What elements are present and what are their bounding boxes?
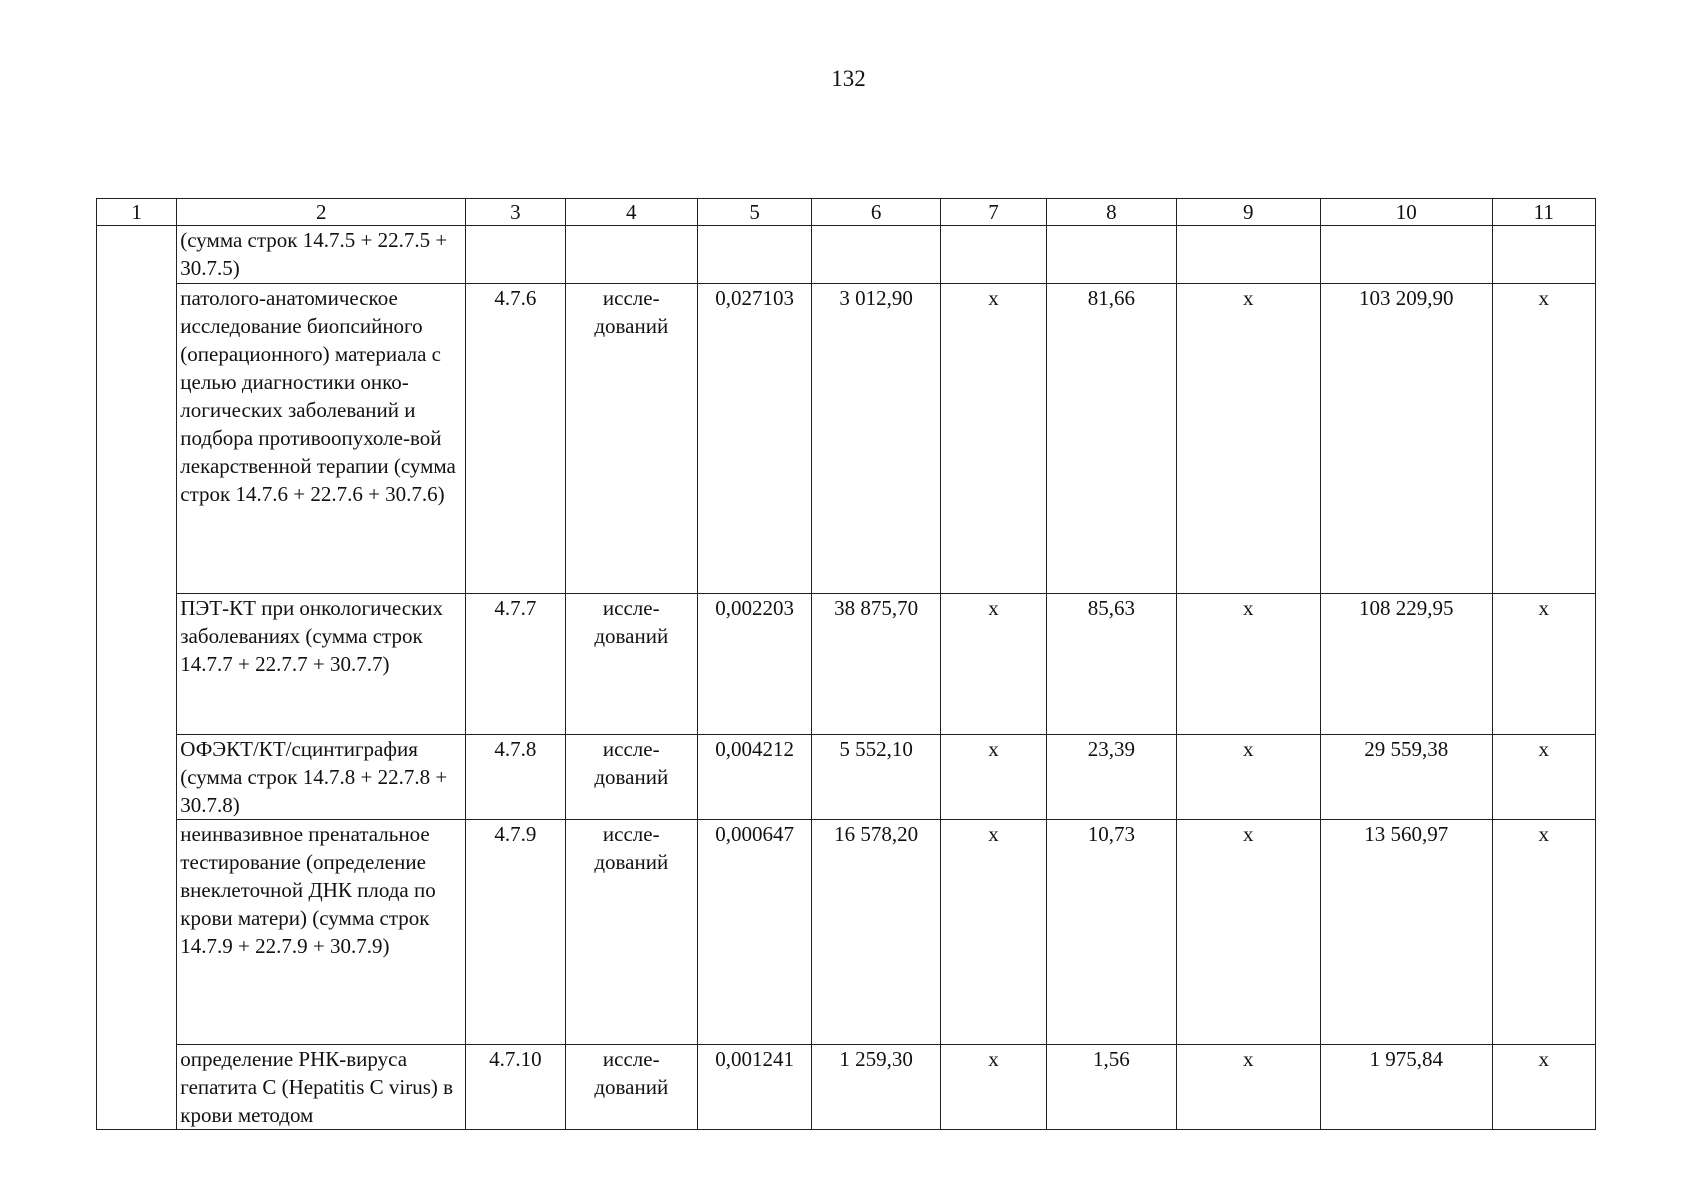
row-c7	[940, 226, 1046, 284]
row-name: ПЭТ-КТ при онкологических заболеваниях (сумма строк 14.7.7 + 22.7.7 + 30.7.7)	[177, 594, 466, 735]
data-table	[96, 198, 1596, 1130]
row-c5	[697, 226, 811, 284]
column-header: 7	[940, 199, 1046, 226]
row-unit: иссле-дований	[565, 820, 697, 1045]
row-c10: 103 209,90	[1321, 284, 1493, 594]
row-c11: х	[1492, 1045, 1595, 1130]
page-number: 132	[831, 66, 866, 91]
row-code	[466, 226, 565, 284]
column-header: 2	[177, 199, 466, 226]
table-row	[97, 735, 1596, 820]
row-code: 4.7.7	[466, 594, 565, 735]
column-1-merged-cell	[97, 226, 177, 1130]
row-name: неинвазивное пренатальное тестирование (определение внеклеточной ДНК плода по крови матери) (сумма строк 14.7.9 + 22.7.9 + 30.7.9)	[177, 820, 466, 1045]
row-code: 4.7.10	[466, 1045, 565, 1130]
row-c8	[1047, 226, 1176, 284]
row-c10: 108 229,95	[1321, 594, 1493, 735]
row-c11: х	[1492, 284, 1595, 594]
table-row	[97, 1045, 1596, 1130]
column-header: 1	[97, 199, 177, 226]
column-header: 6	[812, 199, 940, 226]
row-c5: 0,001241	[697, 1045, 811, 1130]
row-c6: 16 578,20	[812, 820, 940, 1045]
column-header: 4	[565, 199, 697, 226]
row-c9: х	[1176, 1045, 1320, 1130]
row-c10: 13 560,97	[1321, 820, 1493, 1045]
row-c8: 23,39	[1047, 735, 1176, 820]
row-c6: 5 552,10	[812, 735, 940, 820]
row-c11: х	[1492, 820, 1595, 1045]
row-c7: х	[940, 735, 1046, 820]
row-c10	[1321, 226, 1493, 284]
row-c6: 3 012,90	[812, 284, 940, 594]
row-c9: х	[1176, 820, 1320, 1045]
row-c8: 81,66	[1047, 284, 1176, 594]
row-c7: х	[940, 594, 1046, 735]
row-c5: 0,002203	[697, 594, 811, 735]
row-c11: х	[1492, 735, 1595, 820]
row-c10: 29 559,38	[1321, 735, 1493, 820]
row-code: 4.7.6	[466, 284, 565, 594]
column-header: 10	[1321, 199, 1493, 226]
row-code: 4.7.8	[466, 735, 565, 820]
row-name: патолого-анатомическое исследование биопсийного (операционного) материала с целью диагностики онко-логических заболеваний и подбора противоопухоле-вой лекарственной терапии (сумма строк 14.7.6 + 22.7.6 + 30.7.6)	[177, 284, 466, 594]
row-c5: 0,027103	[697, 284, 811, 594]
row-c8: 85,63	[1047, 594, 1176, 735]
row-c8: 1,56	[1047, 1045, 1176, 1130]
row-c9: х	[1176, 284, 1320, 594]
row-c7: х	[940, 284, 1046, 594]
column-header: 5	[697, 199, 811, 226]
row-unit: иссле-дований	[565, 1045, 697, 1130]
header-row	[97, 199, 1596, 226]
row-c7: х	[940, 1045, 1046, 1130]
row-unit: иссле-дований	[565, 284, 697, 594]
row-c9: х	[1176, 594, 1320, 735]
row-c8: 10,73	[1047, 820, 1176, 1045]
row-c10: 1 975,84	[1321, 1045, 1493, 1130]
row-name: (сумма строк 14.7.5 + 22.7.5 + 30.7.5)	[177, 226, 466, 284]
row-c6: 38 875,70	[812, 594, 940, 735]
row-c6	[812, 226, 940, 284]
table-row	[97, 594, 1596, 735]
row-name: определение РНК-вируса гепатита С (Hepatitis C virus) в крови методом	[177, 1045, 466, 1130]
row-unit	[565, 226, 697, 284]
column-header: 3	[466, 199, 565, 226]
row-c5: 0,004212	[697, 735, 811, 820]
row-c9: х	[1176, 735, 1320, 820]
column-header: 8	[1047, 199, 1176, 226]
row-unit: иссле-дований	[565, 594, 697, 735]
row-unit: иссле-дований	[565, 735, 697, 820]
column-header: 9	[1176, 199, 1320, 226]
column-header: 11	[1492, 199, 1595, 226]
row-c11	[1492, 226, 1595, 284]
row-c6: 1 259,30	[812, 1045, 940, 1130]
table-row	[97, 820, 1596, 1045]
row-c9	[1176, 226, 1320, 284]
row-name: ОФЭКТ/КТ/сцинтиграфия (сумма строк 14.7.8 + 22.7.8 + 30.7.8)	[177, 735, 466, 820]
table-row	[97, 284, 1596, 594]
row-c5: 0,000647	[697, 820, 811, 1045]
table-row	[97, 226, 1596, 284]
row-c7: х	[940, 820, 1046, 1045]
row-code: 4.7.9	[466, 820, 565, 1045]
row-c11: х	[1492, 594, 1595, 735]
